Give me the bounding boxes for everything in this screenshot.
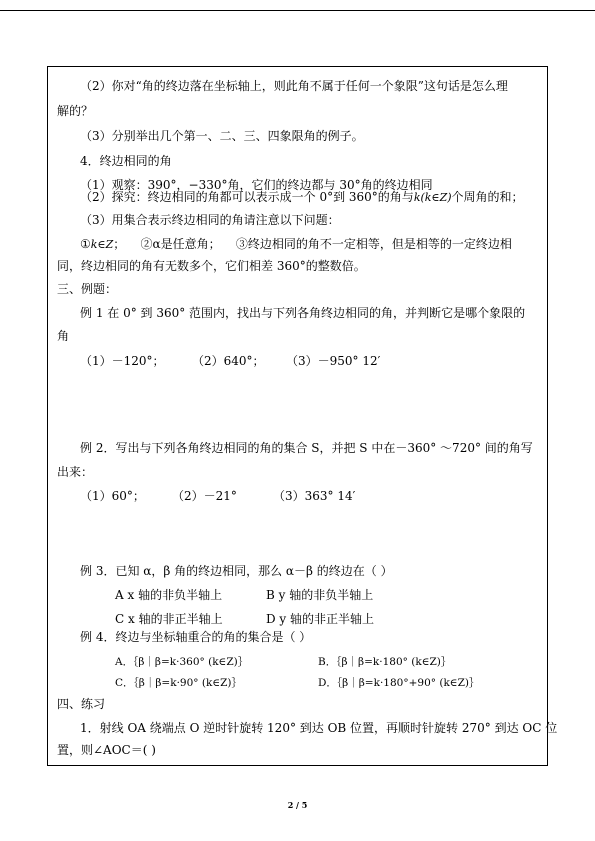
example-3-question: 例 3．已知 α，β 角的终边相同，那么 α－β 的终边在（ ） [80, 564, 393, 578]
example-3-option-a: A x 轴的非负半轴上 [115, 588, 223, 602]
explore-line [80, 190, 524, 205]
example-4-option-a: A．｛β｜β=k·360° (k∈Z)｝ [115, 656, 249, 668]
explore-math: k(k∈Z) [413, 191, 452, 204]
practice-1-line-2: 置，则∠AOC＝( ) [57, 743, 156, 757]
example-1-part-1: （1）－120°； [80, 354, 165, 368]
example-4-option-d: D．｛β｜β=k·180°+90° (k∈Z)｝ [318, 677, 480, 689]
note-item-1-math: k∈Z [90, 238, 114, 251]
explore-text-pre: （2）探究：终边相同的角都可以表示成一个 0°到 360°的角与 [80, 190, 414, 204]
question-2-line-2: 解的？ [57, 104, 94, 118]
note-item-line-1 [80, 237, 512, 252]
example-1-part-2: （2）640°； [192, 354, 265, 368]
note-item-line-2: 同，终边相同的角有无数多个，它们相差 360°的整数倍。 [57, 259, 366, 273]
example-1-part-3: （3）－950° 12′ [286, 354, 381, 368]
note-item-1-text: ； ②α是任意角； ③终边相同的角不一定相等，但是相等的一定终边相 [113, 237, 512, 251]
example-4-option-b: B．｛β｜β=k·180° (k∈Z)｝ [318, 656, 452, 668]
example-2-part-2: （2）－21° [172, 489, 237, 503]
example-4-question: 例 4．终边与坐标轴重合的角的集合是（ ） [80, 630, 312, 644]
header-rule [0, 10, 595, 11]
section-practice-heading: 四、练习 [57, 697, 106, 711]
example-2-part-1: （1）60°； [80, 489, 145, 503]
example-3-option-d: D y 轴的非正半轴上 [266, 612, 375, 626]
note-line: （3）用集合表示终边相同的角请注意以下问题： [80, 213, 340, 227]
example-2-part-3: （3）363° 14′ [273, 489, 356, 503]
section-examples-heading: 三、例题： [57, 282, 118, 296]
example-4-option-c: C．｛β｜β=k·90° (k∈Z)｝ [115, 677, 242, 689]
heading-coterminal-angles: 4．终边相同的角 [80, 154, 172, 168]
page-number: 2 / 5 [287, 800, 308, 810]
question-3: （3）分别举出几个第一、二、三、四象限角的例子。 [80, 129, 364, 143]
example-3-option-c: C x 轴的非正半轴上 [115, 612, 223, 626]
observation-line: （1）观察：390°，−330°角，它们的终边都与 30°角的终边相同 [80, 178, 433, 192]
practice-1-line-1: 1．射线 OA 绕端点 O 逆时针旋转 120° 到达 OB 位置，再顺时针旋转 270° 到达 OC 位 [80, 721, 558, 735]
example-1-line-1: 例 1 在 0° 到 360° 范围内，找出与下列各角终边相同的角，并判断它是哪个象限的 [80, 306, 526, 320]
question-2-line-1: （2）你对“角的终边落在坐标轴上，则此角不属于任何一个象限”这句话是怎么理 [80, 79, 508, 93]
example-1-line-2: 角 [57, 329, 70, 343]
explore-text-post: 个周角的和； [451, 190, 524, 204]
note-item-1-marker: ① [80, 237, 91, 251]
example-3-option-b: B y 轴的非负半轴上 [266, 588, 374, 602]
example-2-line-1: 例 2．写出与下列各角终边相同的角的集合 S，并把 S 中在－360° ～720° 间的角写 [80, 441, 533, 455]
example-2-line-2: 出来： [57, 465, 94, 479]
